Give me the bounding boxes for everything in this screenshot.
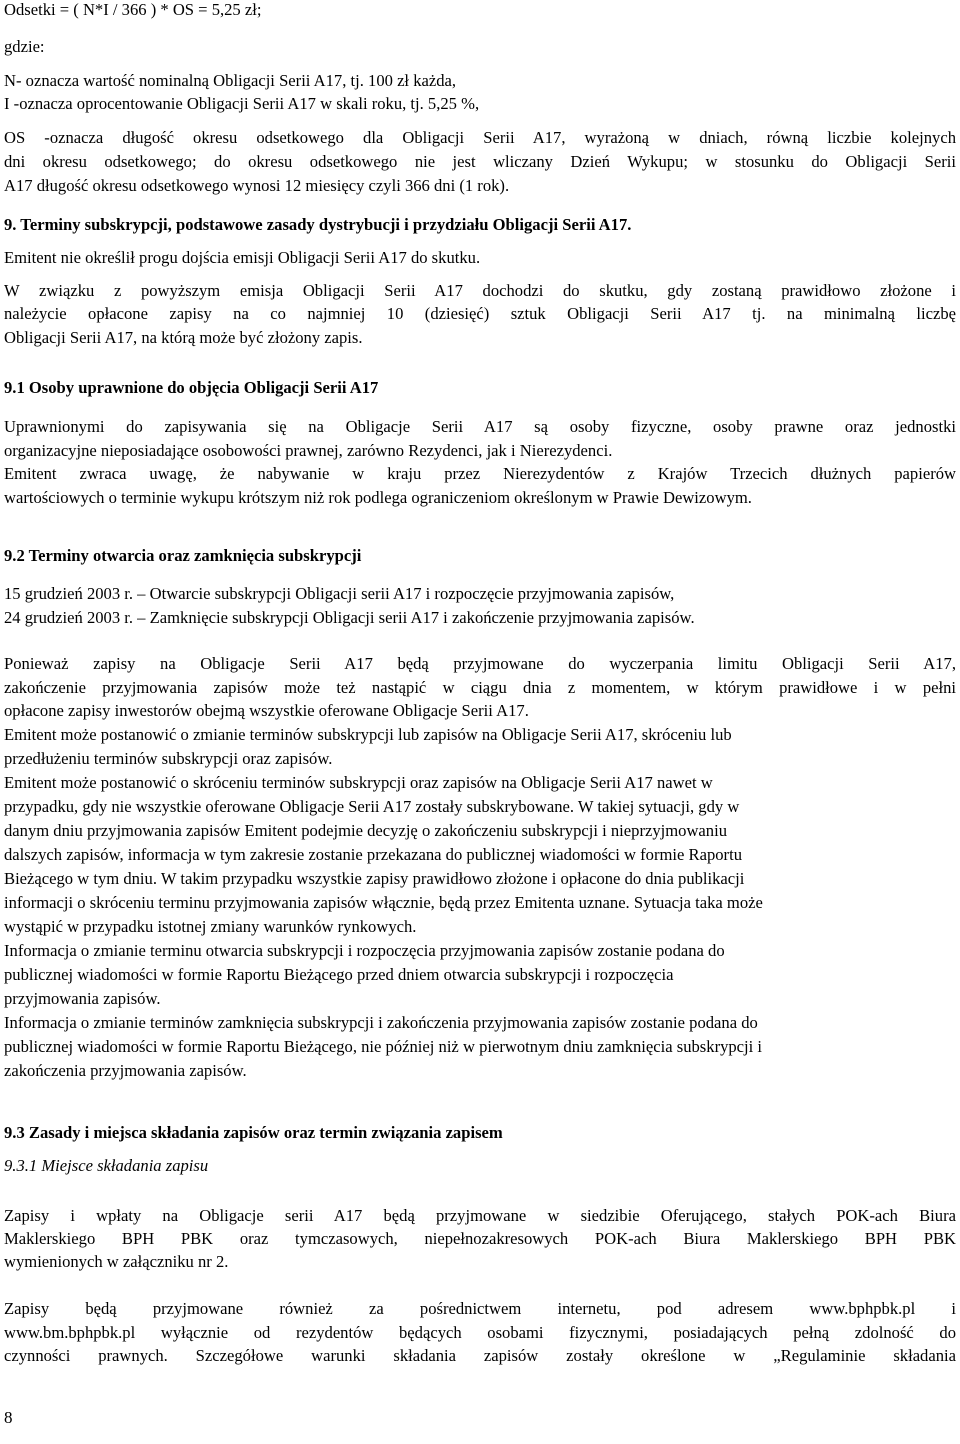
text-line: Ponieważ zapisy na Obligacje Serii A17 będą przyjmowane do wyczerpania limitu Obligacji Serii A17, xyxy=(4,654,956,673)
text-line: 15 grudzień 2003 r. – Otwarcie subskrypcji Obligacji serii A17 i rozpoczęcie przyjmowania zapisów, xyxy=(4,584,675,603)
text-line: Emitent może postanowić o zmianie terminów subskrypcji lub zapisów na Obligacje Serii A17, skróceniu lub xyxy=(4,725,732,744)
text-line: Obligacji Serii A17, na którą może być złożony zapis. xyxy=(4,328,363,347)
section-heading: 9.3 Zasady i miejsca składania zapisów oraz termin związania zapisem xyxy=(4,1123,503,1142)
text-line: opłacone zapisy inwestorów obejmą wszystkie oferowane Obligacje Serii A17. xyxy=(4,701,529,720)
text-line: www.bm.bphpbk.pl wyłącznie od rezydentów będących osobami fizycznymi, posiadających pełną zdolność do xyxy=(4,1323,956,1342)
section-heading: 9.2 Terminy otwarcia oraz zamknięcia subskrypcji xyxy=(4,546,362,565)
text-line: gdzie: xyxy=(4,37,45,56)
text-line: dalszych zapisów, informacja w tym zakresie zostanie przekazana do publicznej wiadomości w formie Raportu xyxy=(4,845,742,864)
text-line: Uprawnionymi do zapisywania się na Obligacje Serii A17 są osoby fizyczne, osoby prawne oraz jednostki xyxy=(4,417,956,436)
text-line: Emitent zwraca uwagę, że nabywanie w kraju przez Nierezydentów z Krajów Trzecich dłużnych papierów xyxy=(4,464,956,483)
text-line: Odsetki = ( N*I / 366 ) * OS = 5,25 zł; xyxy=(4,0,262,19)
text-line: przyjmowania zapisów. xyxy=(4,989,161,1008)
text-line: A17 długość okresu odsetkowego wynosi 12 miesięcy czyli 366 dni (1 rok). xyxy=(4,176,510,195)
text-line: 24 grudzień 2003 r. – Zamknięcie subskrypcji Obligacji serii A17 i zakończenie przyjmowania zapisów. xyxy=(4,608,695,627)
text-line: zakończenie przyjmowania zapisów może też nastąpić w ciągu dnia z momentem, w którym prawidłowe i w pełni xyxy=(4,678,956,697)
text-line: zakończenia przyjmowania zapisów. xyxy=(4,1061,247,1080)
text-line: publicznej wiadomości w formie Raportu Bieżącego przed dniem otwarcia subskrypcji i rozpoczęcia xyxy=(4,965,674,984)
text-line: OS -oznacza długość okresu odsetkowego dla Obligacji Serii A17, wyrażoną w dniach, równą liczbie kolejnych xyxy=(4,128,956,147)
text-line: wartościowych o terminie wykupu krótszym niż rok podlega ograniczeniom określonym w Prawie Dewizowym. xyxy=(4,488,752,507)
text-line: Bieżącego w tym dniu. W takim przypadku wszystkie zapisy prawidłowo złożone i opłacone do dnia publikacji xyxy=(4,869,745,888)
text-line: czynności prawnych. Szczegółowe warunki składania zapisów zostały określone w „Regulaminie składania xyxy=(4,1346,956,1365)
text-line: Maklerskiego BPH PBK oraz tymczasowych, niepełnozakresowych POK-ach Biura Maklerskiego BPH PBK xyxy=(4,1229,956,1248)
text-line: przypadku, gdy nie wszystkie oferowane Obligacje Serii A17 zostały subskrybowane. W takiej sytuacji, gdy w xyxy=(4,797,740,816)
text-line: publicznej wiadomości w formie Raportu Bieżącego, nie później niż w pierwotnym dniu zamknięcia subskrypcji i xyxy=(4,1037,763,1056)
text-line: Zapisy i wpłaty na Obligacje serii A17 będą przyjmowane w siedzibie Oferującego, stałych POK-ach Biura xyxy=(4,1206,956,1225)
text-line: informacji o skróceniu terminu przyjmowania zapisów włącznie, będą przez Emitenta uznane. Sytuacja taka może xyxy=(4,893,763,912)
text-line: wystąpić w przypadku istotnej zmiany warunków rynkowych. xyxy=(4,917,417,936)
text-line: Informacja o zmianie terminów zamknięcia subskrypcji i zakończenia przyjmowania zapisów zostanie podana do xyxy=(4,1013,758,1032)
text-line: należycie opłacone zapisy na co najmniej 10 (dziesięć) sztuk Obligacji Serii A17 tj. na minimalną liczbę xyxy=(4,304,956,323)
text-line: dni okresu odsetkowego; do okresu odsetkowego nie jest wliczany Dzień Wykupu; w stosunku do Obligacji Serii xyxy=(4,152,956,171)
text-line: Emitent może postanowić o skróceniu terminów subskrypcji oraz zapisów na Obligacje Serii A17 nawet w xyxy=(4,773,713,792)
text-line: Informacja o zmianie terminu otwarcia subskrypcji i rozpoczęcia przyjmowania zapisów zostanie podana do xyxy=(4,941,725,960)
text-line: przedłużeniu terminów subskrypcji oraz zapisów. xyxy=(4,749,333,768)
page-number: 8 xyxy=(4,1408,13,1427)
text-line: organizacyjne nieposiadające osobowości prawnej, zarówno Rezydenci, jak i Nierezydenci. xyxy=(4,441,613,460)
text-line: Zapisy będą przyjmowane również za pośrednictwem internetu, pod adresem www.bphpbk.pl i xyxy=(4,1299,956,1318)
section-heading: 9.1 Osoby uprawnione do objęcia Obligacji Serii A17 xyxy=(4,378,379,397)
subsection-heading: 9.3.1 Miejsce składania zapisu xyxy=(4,1156,209,1175)
text-line: W związku z powyższym emisja Obligacji Serii A17 dochodzi do skutku, gdy zostaną prawidłowo złożone i xyxy=(4,281,956,300)
text-line: Emitent nie określił progu dojścia emisji Obligacji Serii A17 do skutku. xyxy=(4,248,481,267)
text-line: N- oznacza wartość nominalną Obligacji Serii A17, tj. 100 zł każda, xyxy=(4,71,457,90)
text-line: wymienionych w załączniku nr 2. xyxy=(4,1252,229,1271)
text-line: I -oznacza oprocentowanie Obligacji Serii A17 w skali roku, tj. 5,25 %, xyxy=(4,94,480,113)
section-heading: 9. Terminy subskrypcji, podstawowe zasady dystrybucji i przydziału Obligacji Serii A17. xyxy=(4,215,632,234)
text-line: danym dniu przyjmowania zapisów Emitent podejmie decyzję o zakończeniu subskrypcji i nieprzyjmowaniu xyxy=(4,821,728,840)
